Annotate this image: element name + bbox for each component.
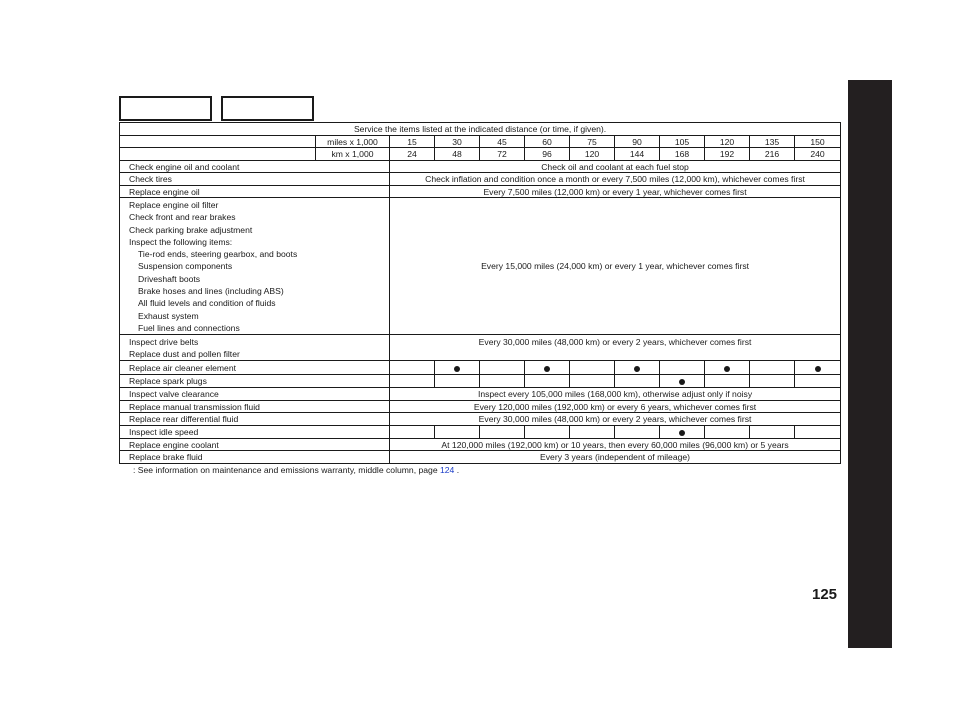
sub-item-line: Brake hoses and lines (including ABS) <box>138 286 284 297</box>
km-label: km x 1,000 <box>316 148 390 161</box>
table-row <box>120 135 841 148</box>
miles-label: miles x 1,000 <box>316 135 390 148</box>
table-row <box>120 361 841 374</box>
item-line: Inspect drive belts <box>129 337 199 348</box>
service-dot-icon <box>634 366 640 372</box>
interval-mark-cell <box>480 425 525 438</box>
interval-mark-cell <box>435 425 480 438</box>
service-dot-icon <box>815 366 821 372</box>
table-row <box>120 148 841 161</box>
schedule-cell: Inspect every 105,000 miles (168,000 km), otherwise adjust only if noisy <box>390 388 841 401</box>
interval-mark-cell <box>750 361 795 374</box>
item-cell: Replace manual transmission fluid <box>120 400 390 413</box>
item-group-cell <box>120 335 390 361</box>
schedule-cell: Check oil and coolant at each fuel stop <box>390 160 841 173</box>
miles-interval-cell: 15 <box>390 135 435 148</box>
interval-mark-cell <box>390 374 435 387</box>
table-row <box>120 335 841 361</box>
interval-mark-cell <box>660 361 705 374</box>
miles-interval-cell: 135 <box>750 135 795 148</box>
km-interval-cell: 24 <box>390 148 435 161</box>
header-box-right <box>221 96 314 121</box>
miles-interval-cell: 30 <box>435 135 480 148</box>
schedule-cell: At 120,000 miles (192,000 km) or 10 years, then every 60,000 miles (96,000 km) or 5 years <box>390 438 841 451</box>
item-cell: Replace engine oil <box>120 185 390 198</box>
item-cell: Replace rear differential fluid <box>120 413 390 426</box>
interval-mark-cell <box>480 361 525 374</box>
service-dot-icon <box>679 430 685 436</box>
sub-item-line: All fluid levels and condition of fluids <box>138 298 276 309</box>
table-row <box>120 123 841 136</box>
item-cell: Replace spark plugs <box>120 374 390 387</box>
table-row <box>120 173 841 186</box>
interval-mark-cell <box>570 374 615 387</box>
schedule-cell: Every 15,000 miles (24,000 km) or every 1 year, whichever comes first <box>390 198 841 335</box>
item-cell: Check engine oil and coolant <box>120 160 390 173</box>
schedule-cell: Every 7,500 miles (12,000 km) or every 1 year, whichever comes first <box>390 185 841 198</box>
footnote <box>133 465 459 476</box>
interval-mark-cell <box>570 425 615 438</box>
item-line: Check parking brake adjustment <box>129 224 253 235</box>
miles-interval-cell: 105 <box>660 135 705 148</box>
interval-mark-cell <box>525 374 570 387</box>
blank-cell <box>120 148 316 161</box>
miles-interval-cell: 45 <box>480 135 525 148</box>
interval-mark-cell <box>390 361 435 374</box>
table-row <box>120 425 841 438</box>
item-cell: Inspect valve clearance <box>120 388 390 401</box>
interval-mark-cell <box>435 361 480 374</box>
km-interval-cell: 144 <box>615 148 660 161</box>
interval-mark-cell <box>795 425 841 438</box>
item-group-cell <box>120 198 390 335</box>
footnote-end: . <box>456 465 460 475</box>
page-link[interactable]: 124 <box>440 465 455 475</box>
table-row <box>120 198 841 335</box>
interval-mark-cell <box>615 374 660 387</box>
interval-mark-cell <box>525 425 570 438</box>
schedule-cell: Every 3 years (independent of mileage) <box>390 451 841 464</box>
interval-mark-cell <box>750 374 795 387</box>
page-number: 125 <box>812 586 838 603</box>
service-dot-icon <box>724 366 730 372</box>
interval-mark-cell <box>705 374 750 387</box>
interval-mark-cell <box>795 361 841 374</box>
table-row <box>120 388 841 401</box>
interval-mark-cell <box>615 361 660 374</box>
km-interval-cell: 216 <box>750 148 795 161</box>
interval-mark-cell <box>660 425 705 438</box>
footnote-text: : See information on maintenance and emissions warranty, middle column, page <box>133 465 438 475</box>
blank-cell <box>120 135 316 148</box>
intro-cell: Service the items listed at the indicated distance (or time, if given). <box>120 123 841 136</box>
table-row <box>120 413 841 426</box>
interval-mark-cell <box>750 425 795 438</box>
section-side-tab <box>848 80 892 648</box>
interval-mark-cell <box>480 374 525 387</box>
schedule-cell: Check inflation and condition once a month or every 7,500 miles (12,000 km), whichever comes first <box>390 173 841 186</box>
interval-mark-cell <box>525 361 570 374</box>
interval-mark-cell <box>705 361 750 374</box>
table-row <box>120 160 841 173</box>
item-cell: Check tires <box>120 173 390 186</box>
km-interval-cell: 72 <box>480 148 525 161</box>
header-box-left <box>119 96 212 121</box>
interval-mark-cell <box>570 361 615 374</box>
item-cell: Replace engine coolant <box>120 438 390 451</box>
interval-mark-cell <box>435 374 480 387</box>
sub-item-line: Suspension components <box>138 261 233 272</box>
schedule-cell: Every 30,000 miles (48,000 km) or every 2 years, whichever comes first <box>390 335 841 361</box>
km-interval-cell: 96 <box>525 148 570 161</box>
item-cell: Inspect idle speed <box>120 425 390 438</box>
service-dot-icon <box>454 366 460 372</box>
item-line: Inspect the following items: <box>129 236 233 247</box>
interval-mark-cell <box>705 425 750 438</box>
table-row <box>120 374 841 387</box>
item-line: Replace dust and pollen filter <box>129 349 240 360</box>
interval-mark-cell <box>615 425 660 438</box>
miles-interval-cell: 75 <box>570 135 615 148</box>
sub-item-line: Driveshaft boots <box>138 273 201 284</box>
miles-interval-cell: 90 <box>615 135 660 148</box>
sub-item-line: Fuel lines and connections <box>138 322 240 333</box>
table-row <box>120 400 841 413</box>
maintenance-schedule-table <box>119 122 841 464</box>
item-line: Check front and rear brakes <box>129 212 236 223</box>
schedule-cell: Every 30,000 miles (48,000 km) or every 2 years, whichever comes first <box>390 413 841 426</box>
table-row <box>120 185 841 198</box>
interval-mark-cell <box>660 374 705 387</box>
miles-interval-cell: 60 <box>525 135 570 148</box>
table-row <box>120 438 841 451</box>
interval-mark-cell <box>795 374 841 387</box>
km-interval-cell: 48 <box>435 148 480 161</box>
sub-item-line: Exhaust system <box>138 310 199 321</box>
item-line: Replace engine oil filter <box>129 200 219 210</box>
service-dot-icon <box>679 379 685 385</box>
km-interval-cell: 168 <box>660 148 705 161</box>
table-row <box>120 451 841 464</box>
km-interval-cell: 240 <box>795 148 841 161</box>
miles-interval-cell: 150 <box>795 135 841 148</box>
schedule-cell: Every 120,000 miles (192,000 km) or every 6 years, whichever comes first <box>390 400 841 413</box>
km-interval-cell: 120 <box>570 148 615 161</box>
item-cell: Replace brake fluid <box>120 451 390 464</box>
miles-interval-cell: 120 <box>705 135 750 148</box>
interval-mark-cell <box>390 425 435 438</box>
item-cell: Replace air cleaner element <box>120 361 390 374</box>
km-interval-cell: 192 <box>705 148 750 161</box>
sub-item-line: Tie-rod ends, steering gearbox, and boots <box>138 249 298 260</box>
service-dot-icon <box>544 366 550 372</box>
